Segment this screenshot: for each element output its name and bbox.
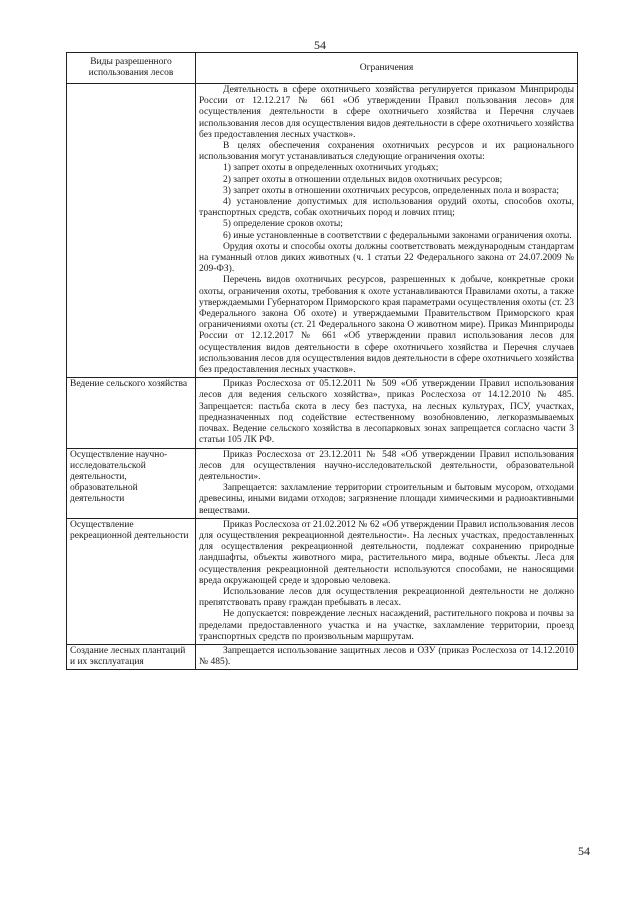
- paragraph: Использование лесов для осуществления рекреационной деятельности не должно препятствовать праву граждан пребывать в лесах.: [199, 586, 574, 609]
- table-row: [67, 378, 578, 448]
- header-usage-types: Виды разрешенного использования лесов: [67, 53, 196, 84]
- paragraph: Перечень видов охотничьих ресурсов, разрешенных к добыче, конкретные сроки охоты, ограничения охоты, требования к охоте устанавливаются Правилами охоты, а также утверждаемыми Губернатором Приморского края параметрами осуществления охоты (ст. 23 Федерального закона Об охоте) и утверждаемыми Правительством Приморского края ограничениями охоты (ст. 21 Федерального закона О животном мире). Приказ Минприроды России от 12.12.2017 № 661 «Об утверждении правил использования лесов для осуществления видов деятельности в сфере охотничьего хозяйства и Перечня случаев использования лесов для осуществления видов деятельности в сфере охотничьего хозяйства без предоставления лесных участков».: [199, 275, 574, 376]
- paragraph: Приказ Рослесхоза от 21.02.2012 № 62 «Об утверждении Правил использования лесов для осуществления рекреационной деятельности». На лесных участках, предоставленных для осуществления рекреационной деятельности, подлежат сохранению природные ландшафты, объекты животного мира, растительного мира, водные объекты. Леса для осуществления рекреационной деятельности используются способами, не наносящими вреда окружающей среде и здоровью человека.: [199, 519, 574, 586]
- page-number-bottom: 54: [578, 844, 590, 858]
- restrictions-cell: [196, 448, 578, 518]
- paragraph: В целях обеспечения сохранения охотничьих ресурсов и их рационального использования могут устанавливаться следующие ограничения охоты:: [199, 141, 574, 163]
- usage-type-cell: [67, 84, 196, 378]
- paragraph: Деятельность в сфере охотничьего хозяйства регулируется приказом Минприроды России от 12.12.217 № 661 «Об утверждении Правил пользования лесов» для осуществления деятельности в сфере охотничьего хозяйства и Перечня случаев использования лесов для осуществления видов деятельности в сфере охотничьего хозяйства без предоставления лесных участков».: [199, 85, 574, 140]
- table-row: [67, 84, 578, 378]
- paragraph: Орудия охоты и способы охоты должны соответствовать международным стандартам на гуманный отлов диких животных (ч. 1 статьи 22 Федерального закона от 24.07.2009 № 209-ФЗ).: [199, 241, 574, 275]
- usage-type-cell: Осуществление научно-исследовательской деятельности, образовательной деятельности: [67, 448, 196, 518]
- paragraph: Приказ Рослесхоза от 05.12.2011 № 509 «Об утверждении Правил использования лесов для ведения сельского хозяйства», приказ Рослесхоза от 14.12.2010 № 485. Запрещается: пастьба скота в лесу без пастуха, на лесных культурах, ПСУ, участках, предназначенных под содействие естественному возобновлению, легкоразмываемых почвах. Ведение сельского хозяйства в лесопарковых зонах запрещается согласно части 3 статьи 105 ЛК РФ.: [199, 379, 574, 446]
- paragraph: Запрещается: захламление территории строительным и бытовым мусором, отходами древесины, иными видами отходов; загрязнение площади химическими и радиоактивными веществами.: [199, 483, 574, 516]
- restrictions-table: [66, 52, 578, 670]
- table-row: [67, 448, 578, 518]
- table-header-row: [67, 53, 578, 84]
- paragraph: 6) иные установленные в соответствии с федеральными законами ограничения охоты.: [223, 230, 572, 241]
- paragraph: 4) установление допустимых для использования орудий охоты, способов охоты, транспортных средств, собак охотничьих пород и ловчих птиц;: [199, 197, 574, 219]
- usage-type-cell: Создание лесных плантаций и их эксплуатация: [67, 644, 196, 669]
- usage-type-cell: Осуществление рекреационной деятельности: [67, 518, 196, 644]
- paragraph: 1) запрет охоты в определенных охотничьих угодьях;: [223, 163, 439, 174]
- restrictions-cell: [196, 378, 578, 448]
- paragraph: Не допускается: повреждение лесных насаждений, растительного покрова и почвы за пределами предоставленного участка и на участке, захламление территории, проезд транспортных средств по произвольным маршрутам.: [199, 609, 574, 642]
- table-row: [67, 518, 578, 644]
- paragraph: Запрещается использование защитных лесов и ОЗУ (приказ Рослесхоза от 14.12.2010 № 485).: [199, 645, 574, 668]
- paragraph: Приказ Рослесхоза от 23.12.2011 № 548 «Об утверждении Правил использования лесов для осуществления научно-исследовательской деятельности, образовательной деятельности».: [199, 449, 574, 482]
- paragraph: 5) определение сроков охоты;: [223, 219, 343, 230]
- restrictions-cell: [196, 644, 578, 669]
- paragraph: 3) запрет охоты в отношении охотничьих ресурсов, определенных пола и возраста;: [223, 185, 560, 196]
- paragraph: 2) запрет охоты в отношении отдельных видов охотничьих ресурсов;: [223, 174, 503, 185]
- usage-type-cell: Ведение сельского хозяйства: [67, 378, 196, 448]
- restrictions-cell: [196, 518, 578, 644]
- page-number-top: 54: [314, 38, 326, 52]
- header-restrictions: Ограничения: [196, 53, 578, 84]
- table-row: [67, 644, 578, 669]
- restrictions-cell: [196, 84, 578, 378]
